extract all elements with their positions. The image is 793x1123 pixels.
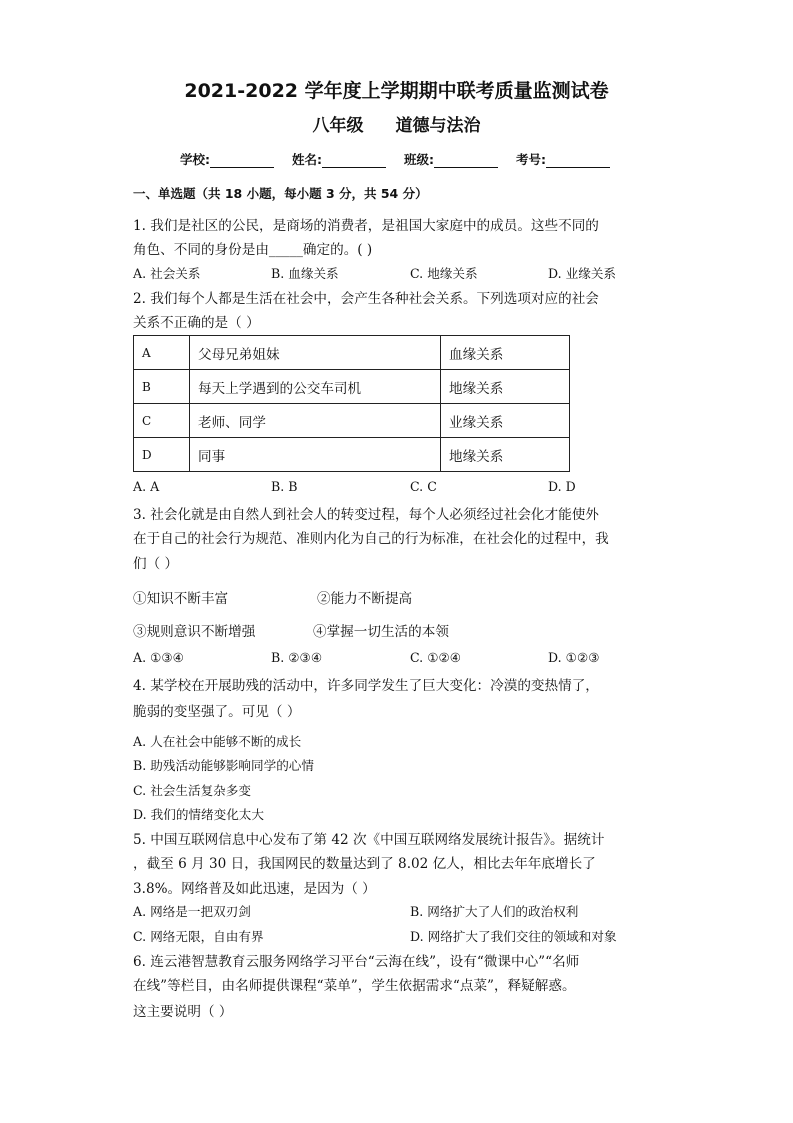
q5-line-2: ，截至 6 月 30 日，我国网民的数量达到了 8.02 亿人，相比去年年底增长了 — [133, 856, 596, 872]
q5-line-1: 5. 中国互联网信息中心发布了第 42 次《中国互联网络发展统计报告》。据统计 — [133, 832, 605, 848]
q1-option-a[interactable]: A. 社会关系 — [133, 266, 201, 281]
table-row — [134, 404, 570, 438]
q3-option-c[interactable]: C. ①②④ — [410, 650, 462, 665]
q4-option-a[interactable]: A. 人在社会中能够不断的成长 — [133, 734, 302, 749]
table-cell: 血缘关系 — [441, 336, 570, 370]
exam-subtitle — [0, 111, 793, 136]
school-field — [180, 150, 274, 168]
table-cell: 地缘关系 — [441, 370, 570, 404]
table-cell: B — [134, 370, 190, 404]
q5-option-d[interactable]: D. 网络扩大了我们交往的领域和对象 — [410, 929, 617, 944]
table-row — [134, 370, 570, 404]
q3-statement-4: ④掌握一切生活的本领 — [313, 624, 449, 640]
q2-option-a[interactable]: A. A — [133, 479, 160, 494]
q4-option-b[interactable]: B. 助残活动能够影响同学的心情 — [133, 758, 314, 773]
table-cell: 父母兄弟姐妹 — [190, 336, 441, 370]
q1-line-2: 角色、不同的身份是由_____确定的。( ) — [133, 242, 373, 258]
table-cell: 同事 — [190, 438, 441, 472]
table-row — [134, 336, 570, 370]
grade-label: 八年级 — [312, 116, 364, 136]
q4-option-d[interactable]: D. 我们的情绪变化太大 — [133, 807, 264, 822]
q3-statement-3: ③规则意识不断增强 — [133, 624, 256, 640]
table-row — [134, 438, 570, 472]
q1-option-d[interactable]: D. 业缘关系 — [548, 266, 617, 281]
exam-no-blank[interactable] — [546, 153, 610, 168]
q1-option-c[interactable]: C. 地缘关系 — [410, 266, 478, 281]
q2-option-c[interactable]: C. C — [410, 479, 437, 494]
q4-option-c[interactable]: C. 社会生活复杂多变 — [133, 783, 251, 798]
table-cell: 老师、同学 — [190, 404, 441, 438]
exam-title: 2021-2022 学年度上学期期中联考质量监测试卷 — [184, 80, 609, 102]
table-cell: 每天上学遇到的公交车司机 — [190, 370, 441, 404]
school-label: 学校: — [180, 152, 210, 167]
table-cell: A — [134, 336, 190, 370]
exam-no-label: 考号: — [516, 152, 546, 167]
q2-option-b[interactable]: B. B — [271, 479, 298, 494]
q3-option-a[interactable]: A. ①③④ — [133, 650, 184, 665]
section-heading: 一、单选题（共 18 小题，每小题 3 分，共 54 分） — [133, 186, 428, 201]
q5-option-b[interactable]: B. 网络扩大了人们的政治权利 — [410, 904, 579, 919]
q2-relations-table — [133, 335, 570, 472]
q4-line-1: 4. 某学校在开展助残的活动中，许多同学发生了巨大变化：冷漠的变热情了， — [133, 678, 599, 694]
q3-line-3: 们（ ） — [133, 556, 179, 572]
q6-line-1: 6. 连云港智慧教育云服务网络学习平台“云海在线”，设有“微课中心”“名师 — [133, 954, 580, 970]
q2-line-2: 关系不正确的是（ ） — [133, 315, 260, 331]
subject-label: 道德与法治 — [395, 116, 481, 136]
q1-option-b[interactable]: B. 血缘关系 — [271, 266, 339, 281]
q2-option-d[interactable]: D. D — [548, 479, 576, 494]
q6-line-2: 在线”等栏目，由名师提供课程“菜单”，学生依据需求“点菜”，释疑解惑。 — [133, 978, 576, 994]
q4-line-2: 脆弱的变坚强了。可见（ ） — [133, 704, 301, 720]
school-blank[interactable] — [210, 153, 274, 168]
name-label: 姓名: — [292, 152, 322, 167]
q6-line-3: 这主要说明（ ） — [133, 1004, 233, 1020]
q5-option-a[interactable]: A. 网络是一把双刃剑 — [133, 904, 251, 919]
q3-line-1: 3. 社会化就是由自然人到社会人的转变过程，每个人必须经过社会化才能使外 — [133, 507, 599, 523]
table-cell: 地缘关系 — [441, 438, 570, 472]
student-info-row — [180, 150, 610, 168]
q3-option-b[interactable]: B. ②③④ — [271, 650, 323, 665]
table-cell: C — [134, 404, 190, 438]
class-label: 班级: — [404, 152, 434, 167]
q3-statement-2: ②能力不断提高 — [317, 591, 413, 607]
exam-no-field — [516, 150, 610, 168]
q3-statement-1: ①知识不断丰富 — [133, 591, 229, 607]
q1-line-1: 1. 我们是社区的公民，是商场的消费者，是祖国大家庭中的成员。这些不同的 — [133, 218, 599, 234]
q2-line-1: 2. 我们每个人都是生活在社会中，会产生各种社会关系。下列选项对应的社会 — [133, 291, 599, 307]
q3-option-d[interactable]: D. ①②③ — [548, 650, 600, 665]
q5-line-3: 3.8%。网络普及如此迅速，是因为（ ） — [133, 881, 376, 897]
table-cell: 业缘关系 — [441, 404, 570, 438]
name-blank[interactable] — [322, 153, 386, 168]
class-blank[interactable] — [434, 153, 498, 168]
class-field — [404, 150, 498, 168]
q3-line-2: 在于自己的社会行为规范、准则内化为自己的行为标准，在社会化的过程中，我 — [133, 531, 609, 547]
q5-option-c[interactable]: C. 网络无限，自由有界 — [133, 929, 264, 944]
name-field — [292, 150, 386, 168]
table-cell: D — [134, 438, 190, 472]
